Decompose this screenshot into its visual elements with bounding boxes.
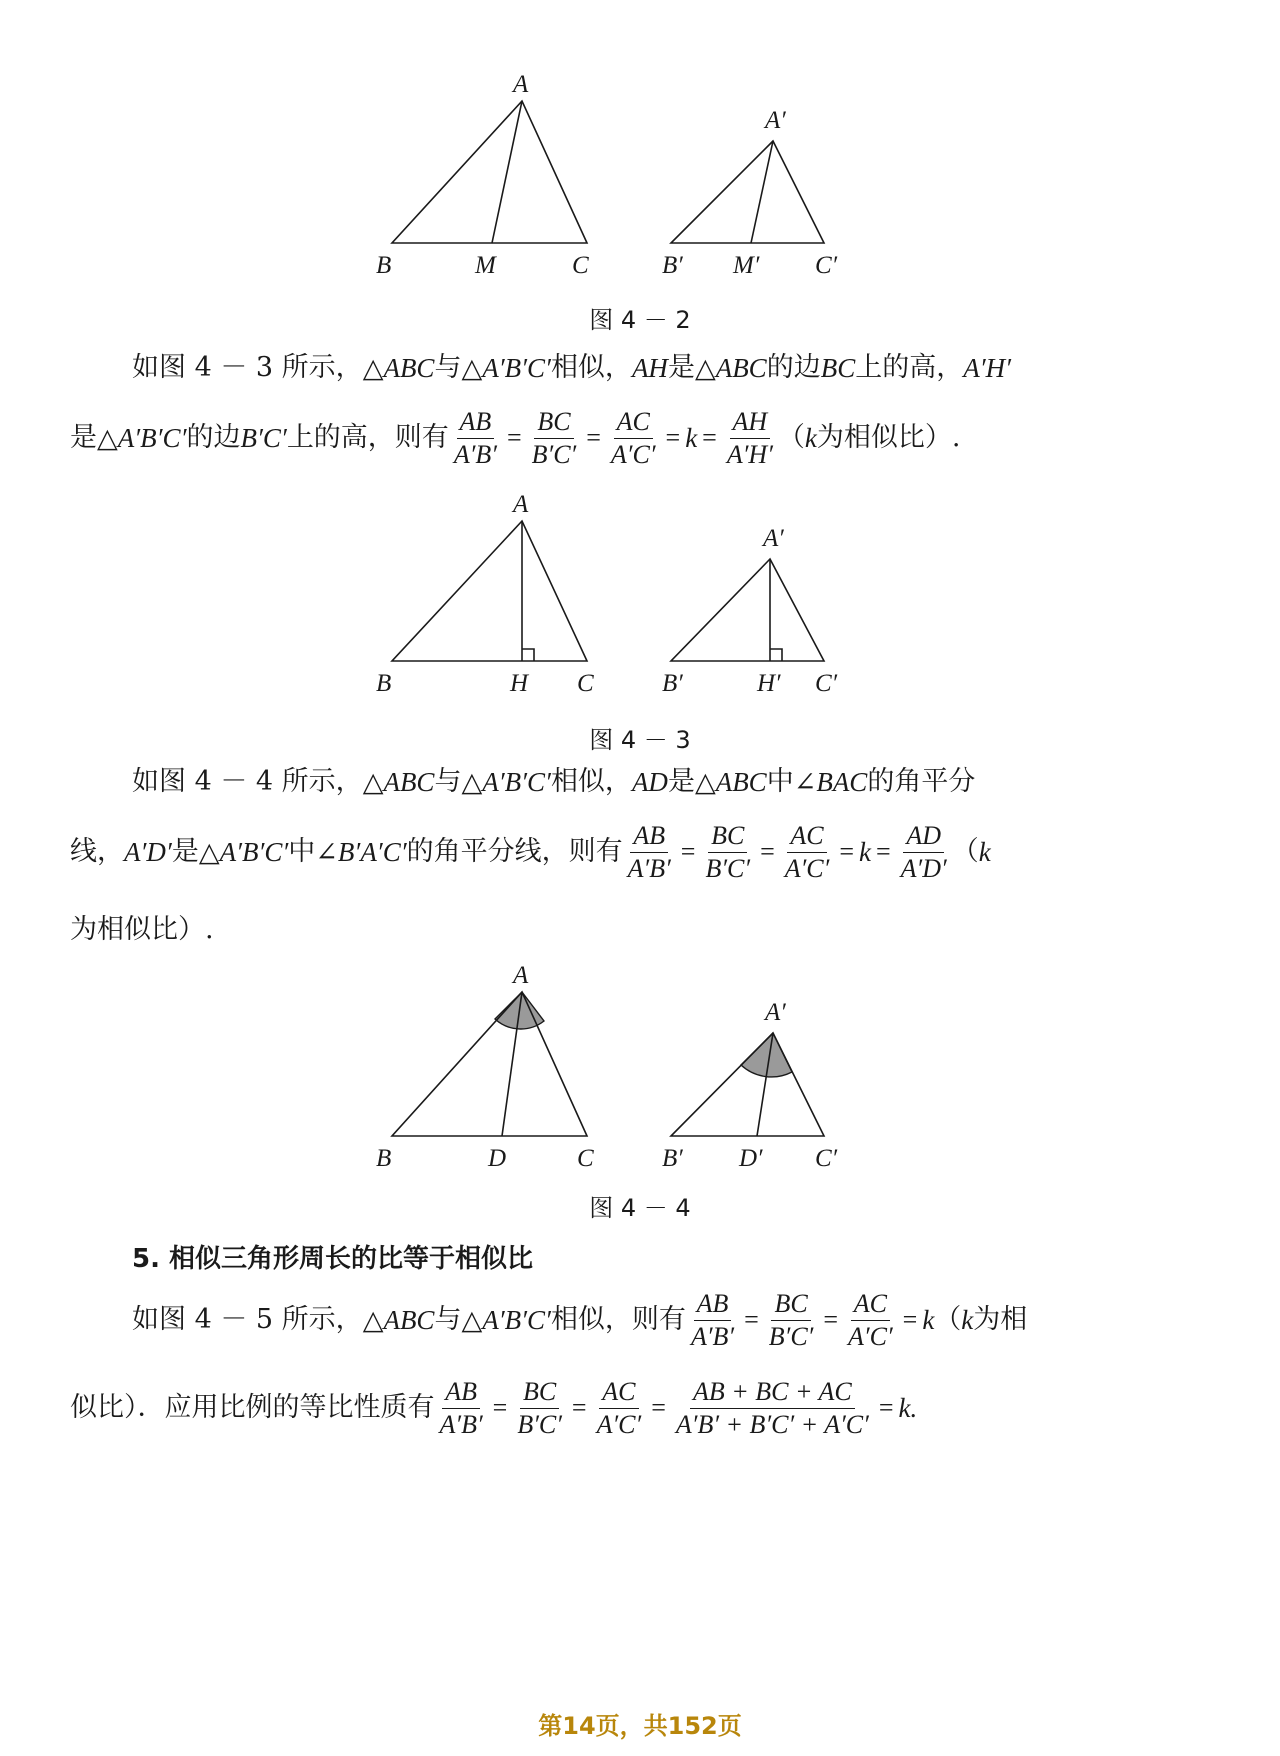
label-a: A: [513, 491, 529, 518]
fraction: $\frac{BC}{B'C'}$: [531, 406, 577, 469]
label-b: B: [376, 1145, 392, 1172]
paragraph-4-3-line2: 是 △A′B′C′ 的边 B′C′ 上的高，则有 $\frac{AB}{A'B'}$ = $\frac{BC}{B'C'}$ = $\frac{AC}{A'C'}$ = k = $\frac{AH}{A'H'}$ （ k 为相似比）.: [70, 406, 961, 469]
fraction: $\frac{BC}{B'C'}$: [705, 820, 751, 883]
label-c: C: [572, 252, 589, 279]
page-indicator: 第14页，共152页: [538, 1712, 742, 1740]
label-a-prime: A′: [763, 525, 784, 552]
label-b: B: [376, 670, 392, 697]
section5-line1: 如图 4 － 5 所示， △ABC 与 △A′B′C′ 相似，则有 $\frac{AB}{A'B'}$ = $\frac{BC}{B'C'}$ = $\frac{AC}{A'C'}$ = k （ k 为相: [132, 1288, 1028, 1351]
fraction: $\frac{BC}{B'C'}$: [768, 1288, 814, 1351]
label-c: C: [577, 670, 594, 697]
figure-4-2: [0, 60, 1280, 290]
fraction: $\frac{AC}{A'C'}$: [610, 406, 656, 469]
fraction: $\frac{AB}{A'B'}$: [439, 1376, 483, 1439]
label-a-prime: A′: [765, 107, 786, 134]
triangle-abc-median: [376, 71, 589, 279]
triangle-abc-prime-median: [662, 107, 838, 279]
fraction: $\frac{AC}{A'C'}$: [848, 1288, 893, 1351]
fraction: $\frac{AB}{A'B'}$: [627, 820, 671, 883]
figure-caption: 图 4 － 2: [589, 306, 691, 334]
triangle-abc-prime-bisector: [662, 999, 838, 1172]
section-heading: 5. 相似三角形周长的比等于相似比: [132, 1244, 534, 1274]
label-a-prime: A′: [765, 999, 786, 1026]
fraction: $\frac{BC}{B'C'}$: [517, 1376, 562, 1439]
paragraph-4-4-line3: 为相似比）.: [70, 914, 214, 945]
fraction-sum: $\frac{AB + BC + AC}{A'B' + B'C' + A'C'}$: [675, 1376, 869, 1439]
fraction: $\frac{AB}{A'B'}$: [453, 406, 497, 469]
label-c-prime: C′: [815, 670, 838, 697]
fraction: $\frac{AC}{A'C'}$: [596, 1376, 642, 1439]
section5-line2: 似比）．应用比例的等比性质有 $\frac{AB}{A'B'}$ = $\frac{BC}{B'C'}$ = $\frac{AC}{A'C'}$ = $\frac{AB + BC + AC}{A'B' + B'C' + A'C'}$ = k.: [70, 1376, 918, 1439]
label-b: B: [376, 252, 392, 279]
triangle-abc-altitude: [376, 491, 594, 697]
fraction: $\frac{AB}{A'B'}$: [690, 1288, 735, 1351]
label-b-prime: B′: [662, 252, 683, 279]
label-m: M: [475, 252, 496, 279]
paragraph-4-3-line1: 如图 4 － 3 所示， △ABC 与 △A′B′C′ 相似， AH 是 △ABC 的边 BC 上的高， A′H′: [132, 352, 1012, 383]
label-c-prime: C′: [815, 252, 838, 279]
label-h: H: [510, 670, 529, 697]
figure-4-3: [0, 490, 1280, 710]
label-b-prime: B′: [662, 670, 683, 697]
label-a: A: [513, 962, 529, 989]
label-b-prime: B′: [662, 1145, 683, 1172]
figure-caption: 图 4 － 3: [589, 726, 691, 754]
figure-4-4: [0, 955, 1280, 1175]
fraction: $\frac{AD}{A'D'}$: [900, 820, 947, 883]
paragraph-4-4-line1: 如图 4 － 4 所示， △ABC 与 △A′B′C′ 相似， AD 是 △ABC 中 ∠BAC 的角平分: [132, 766, 976, 797]
triangle-abc-prime-altitude: [662, 525, 838, 697]
label-d: D: [488, 1145, 507, 1172]
triangle-abc-bisector: [376, 962, 594, 1172]
fraction: $\frac{AH}{A'H'}$: [726, 406, 773, 469]
figure-caption: 图 4 － 4: [589, 1194, 691, 1222]
fraction: $\frac{AC}{A'C'}$: [784, 820, 830, 883]
label-d-prime: D′: [739, 1145, 763, 1172]
label-c: C: [577, 1145, 594, 1172]
label-h-prime: H′: [757, 670, 781, 697]
label-m-prime: M′: [733, 252, 760, 279]
label-c-prime: C′: [815, 1145, 838, 1172]
label-a: A: [513, 71, 529, 98]
paragraph-4-4-line2: 线， A′D′ 是 △A′B′C′ 中 ∠B′A′C′ 的角平分线，则有 $\frac{AB}{A'B'}$ = $\frac{BC}{B'C'}$ = $\frac{AC}{A'C'}$ = k = $\frac{AD}{A'D'}$ （ k: [70, 820, 991, 883]
